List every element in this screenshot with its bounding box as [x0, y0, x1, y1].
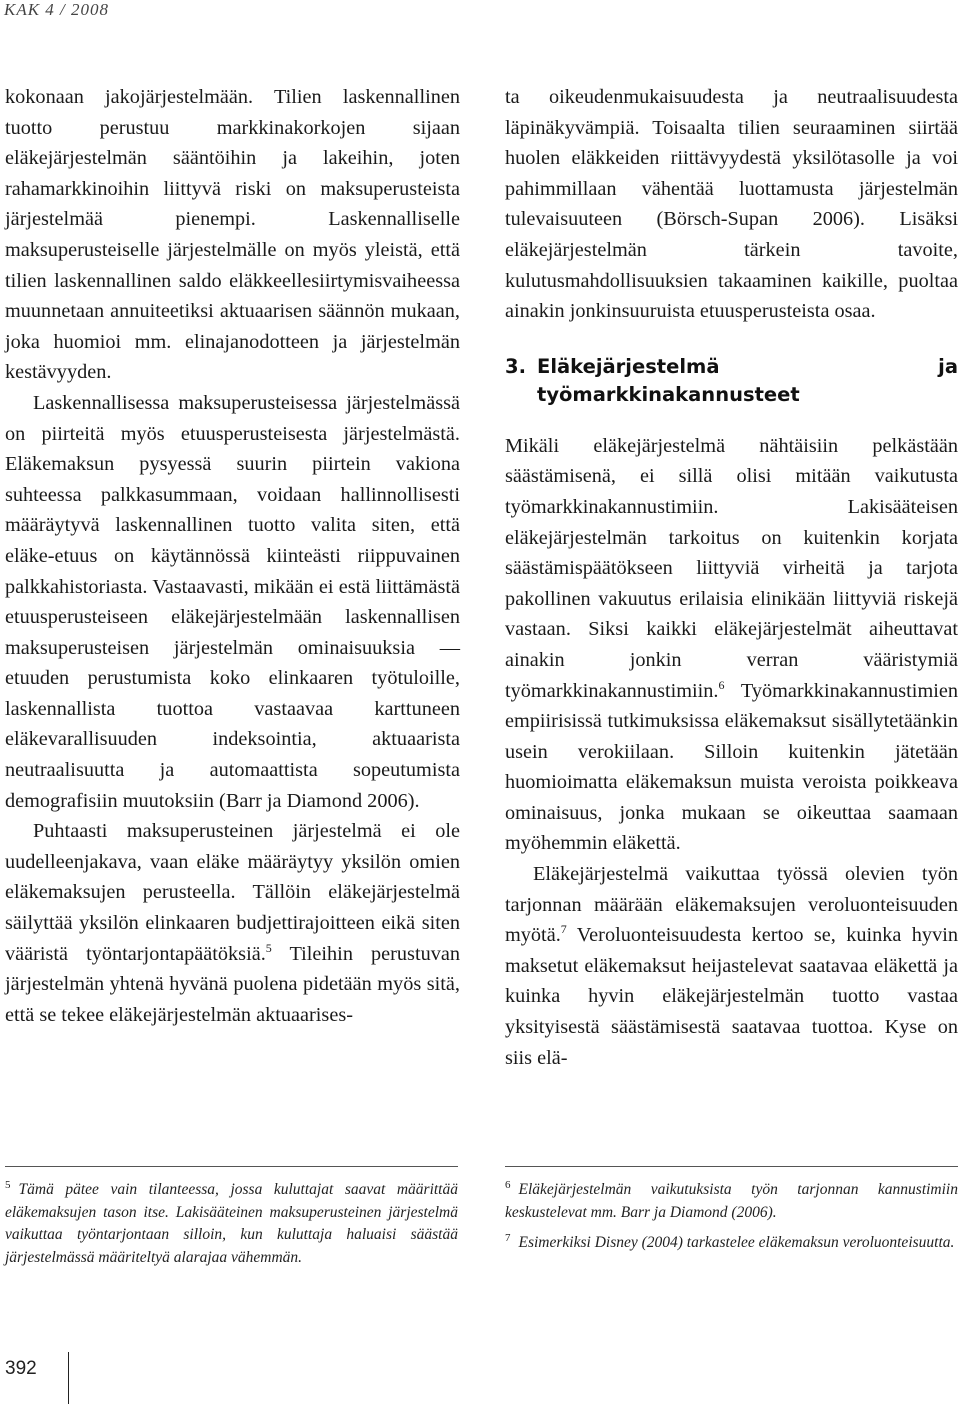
footnote-reference[interactable]: 7	[560, 922, 567, 937]
paragraph-text: Tileihin perustuvan järjestelmän yhtenä hyvänä puolena pidetään myös sitä, että se tekee eläkejärjestelmän aktuaarises-	[5, 942, 460, 1026]
body-paragraph: kokonaan jakojärjestelmään. Tilien laskennallinen tuotto perustuu markkinakorkojen sijaan eläkejärjestelmän sääntöihin ja lakeihin, joten rahamarkkinoihin liittyvä riski on maksuperusteista järjestelmää pienempi. Laskennalliselle maksuperusteiselle järjestelmälle on myös yleistä, että tilien laskennallinen saldo eläkkeellesiirtymisvaiheessa muunnetaan annuiteetiksi aktuaarisen säännön mukaan, joka huomioi mm. elinajanodotteen ja järjestelmän kestävyyden.	[5, 86, 460, 384]
paragraph-text: Työmarkkinakannustimien empiirisissä tutkimuksissa eläkemaksut sisällytetäänkin usein verokiilaan. Silloin kuitenkin jätetään huomioimatta eläkemaksun muista veroista poikkeava ominaisuus, jonka mukaan se oikeuttaa saamaan myöhemmin eläkettä.	[505, 679, 958, 855]
paragraph-text: Puhtaasti maksuperusteinen järjestelmä ei ole uudelleenjakava, vaan eläke määräytyy yksilön omien eläkemaksujen perusteella. Tällöin eläkejärjestelmä säilyttää yksilön elinkaaren budjettirajoitteen eikä siten vääristä työntarjontapäätöksiä.	[5, 820, 460, 965]
footnote-number: 6	[505, 1178, 511, 1191]
footnote-reference[interactable]: 6	[718, 677, 725, 692]
footnote	[505, 1179, 958, 1224]
page-number-divider	[68, 1352, 69, 1404]
section-title: Eläkejärjestelmä ja työmarkkinakannusteet	[537, 354, 958, 406]
footnotes-left	[5, 1166, 458, 1277]
section-number: 3.	[505, 354, 526, 378]
body-paragraph	[505, 431, 958, 859]
footnote-reference[interactable]: 5	[265, 940, 272, 955]
body-paragraph	[505, 859, 958, 1073]
footnote-text: Tämä pätee vain tilanteessa, jossa kuluttajat saavat määrittää eläkemaksujen tason itse. Lakisääteinen maksuperusteinen järjestelmä vaikuttaa työntarjontaan silloin, kun kuluttaja haluaisi säästää järjestelmässä määriteltyä alarajaa vähemmän.	[5, 1181, 458, 1266]
footnote-number: 7	[505, 1232, 511, 1245]
right-column	[505, 82, 958, 1073]
footnote	[5, 1179, 458, 1269]
footnote-text: Eläkejärjestelmän vaikutuksista työn tarjonnan kannustimiin keskustelevat mm. Barr ja Diamond (2006).	[505, 1181, 958, 1221]
body-paragraph: ta oikeudenmukaisuudesta ja neutraalisuudesta läpinäkyvämpiä. Toisaalta tilien seuraaminen siirtää huolen eläkkeiden riittävyydestä yksilötasolle ja voi pahimmillaan vähentää luottamusta järjestelmän tulevaisuuteen (Börsch-Supan 2006). Lisäksi eläkejärjestelmän tärkein tavoite, kulutusmahdollisuuksien takaaminen kaikille, puoltaa ainakin jonkinsuuruista etuusperusteista osaa.	[505, 86, 958, 323]
paragraph-text: Veroluonteisuudesta kertoo se, kuinka hyvin maksetut eläkemaksut heijastelevat saatavaa eläkettä ja kuinka hyvin eläkejärjestelmän tuotto vastaa yksityisestä säästämisestä saatavaa tuottoa. Kyse on siis elä-	[505, 924, 958, 1069]
left-column	[5, 82, 460, 1030]
footnote-text: Esimerkiksi Disney (2004) tarkastelee eläkemaksun veroluonteisuutta.	[518, 1234, 955, 1252]
footnote-number: 5	[5, 1178, 11, 1191]
body-paragraph: Laskennallisessa maksuperusteisessa järjestelmässä on piirteitä myös etuusperusteisesta järjestelmästä. Eläkemaksun pysyessä suurin piirtein vakiona suhteessa palkkasummaan, voidaan hallinnollisesti määräytyvä laskennallinen tuotto valita siten, että eläke-etuus on käytännössä kiinteästi riippuvainen palkkahistoriasta. Vastaavasti, mikään ei estä liittämästä etuusperusteiseen eläkejärjestelmään laskennallisen maksuperusteisen järjestelmän ominaisuuksia — etuuden perustumista koko elinkaaren työtuloille, laskennallista tuottoa vastaavaa karttuneen eläkevarallisuuden indeksointia, aktuaarista neutraalisuutta ja automaattista sopeutumista demografisiin muutoksiin (Barr ja Diamond 2006).	[5, 391, 460, 812]
page-number: 392	[5, 1358, 37, 1379]
paragraph-text: Eläkejärjestelmä vaikuttaa työssä olevien työn tarjonnan määrään eläkemaksujen veroluonteisuuden myötä.	[505, 863, 958, 947]
footnotes-right	[505, 1166, 958, 1263]
journal-header: KAK 4 / 2008	[4, 0, 110, 19]
body-paragraph	[5, 816, 460, 1030]
section-heading	[505, 353, 958, 409]
paragraph-text: Mikäli eläkejärjestelmä nähtäisiin pelkästään säästämisenä, ei sillä olisi mitään vaikutusta työmarkkinakannustimiin. Lakisääteisen eläkejärjestelmän tarkoitus on kuitenkin korjata säästämispäätökseen liittyviä virheitä ja tarjota pakollinen vakuutus erilaisia elinikään liittyviä riskejä vastaan. Siksi kaikki eläkejärjestelmät aiheuttavat ainakin jonkin verran vääristymiä työmarkkinakannustimiin.	[505, 434, 958, 702]
footnote	[505, 1232, 958, 1255]
